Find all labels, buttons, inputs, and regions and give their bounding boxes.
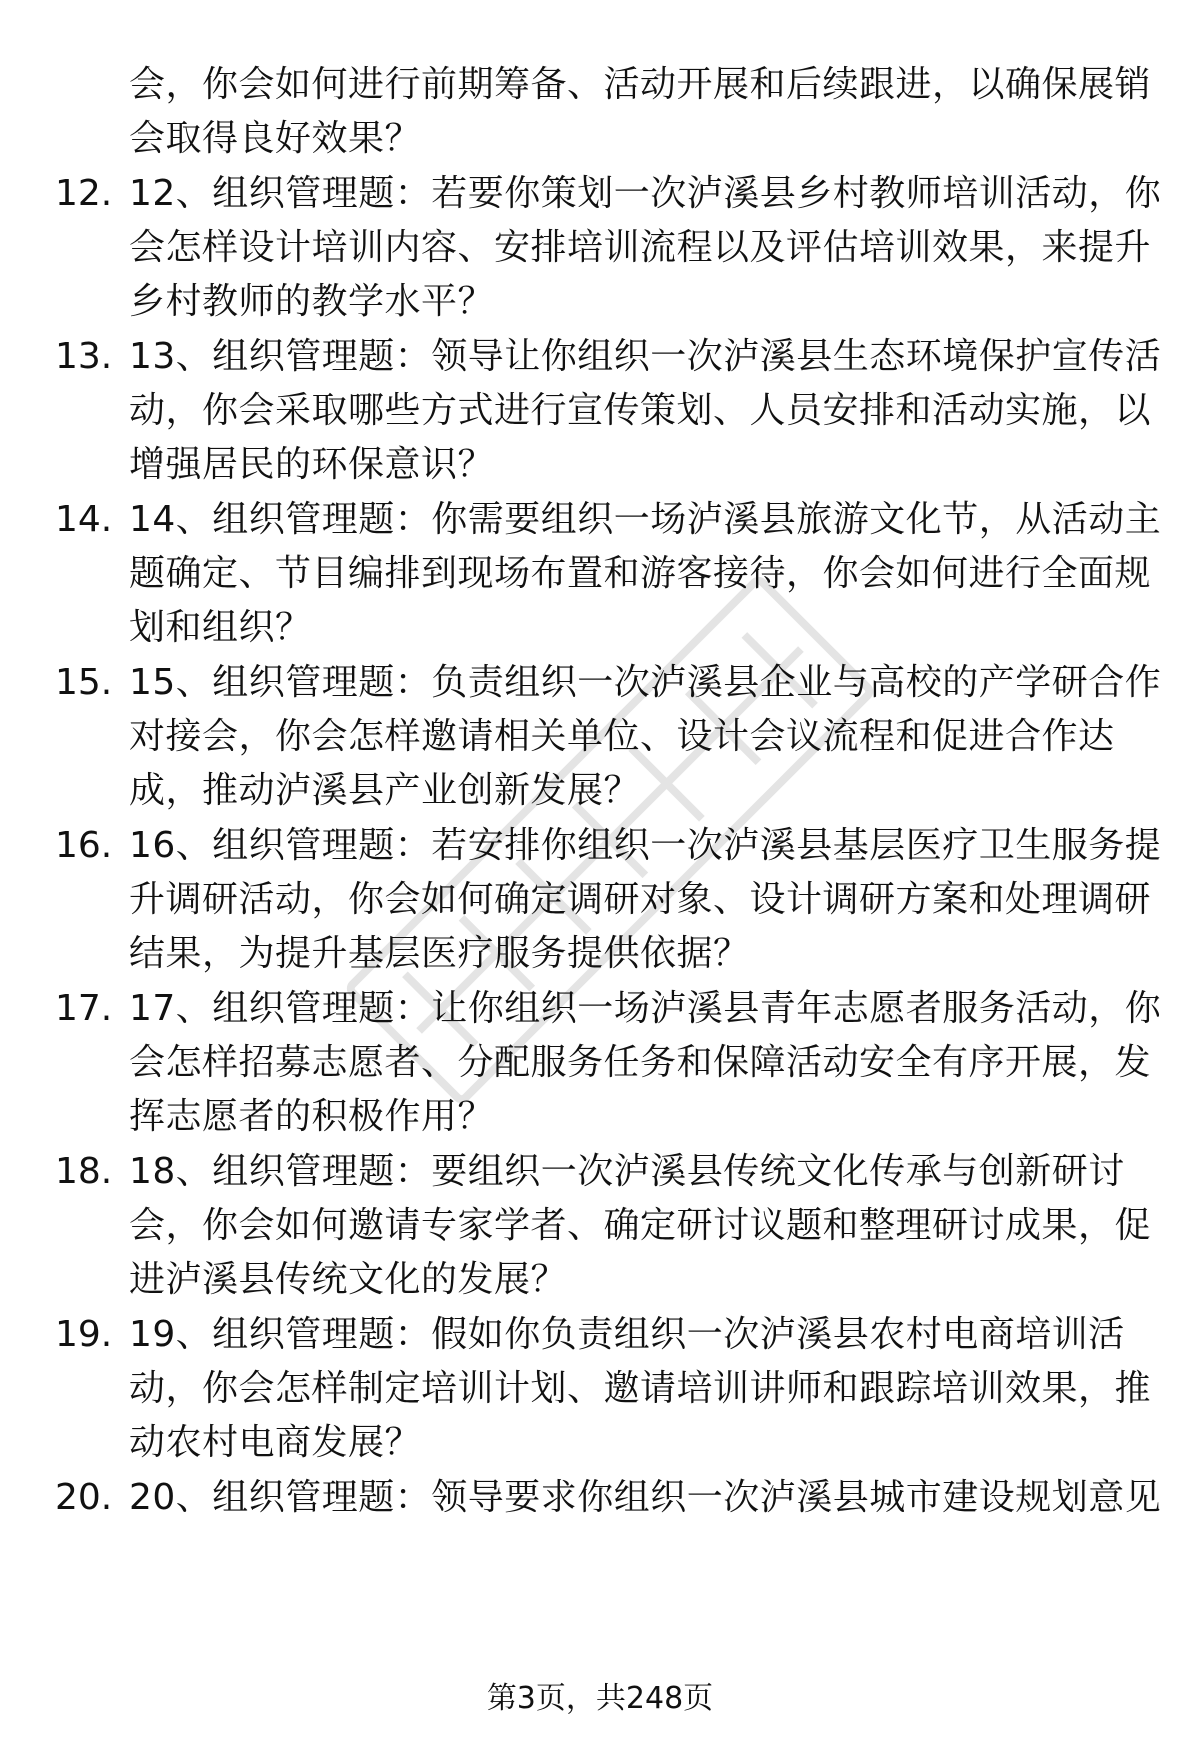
list-item-number: 12. (55, 173, 113, 214)
text-line: 13、组织管理题：领导让你组织一次泸溪县生态环境保护宣传活 (129, 336, 1162, 377)
continuation-paragraph (129, 58, 1152, 166)
text-line: 15、组织管理题：负责组织一次泸溪县企业与高校的产学研合作 (129, 662, 1162, 703)
list-item-number: 16. (55, 825, 113, 866)
text-line: 对接会，你会怎样邀请相关单位、设计会议流程和促进合作达 (129, 716, 1115, 757)
text-line: 升调研活动，你会如何确定调研对象、设计调研方案和处理调研 (129, 879, 1152, 920)
list-item-number: 20. (55, 1477, 113, 1518)
text-line: 成，推动泸溪县产业创新发展？ (129, 770, 641, 811)
text-line: 18、组织管理题：要组织一次泸溪县传统文化传承与创新研讨 (129, 1151, 1125, 1192)
list-item-number: 15. (55, 662, 113, 703)
page-footer: 第3页，共248页 (486, 1681, 714, 1716)
text-line: 会，你会如何进行前期筹备、活动开展和后续跟进，以确保展销 (129, 64, 1152, 105)
list-item-number: 17. (55, 988, 113, 1029)
text-line: 会怎样招募志愿者、分配服务任务和保障活动安全有序开展，发 (129, 1042, 1152, 1083)
list-item-number: 14. (55, 499, 113, 540)
text-line: 会怎样设计培训内容、安排培训流程以及评估培训效果，来提升 (129, 227, 1152, 268)
list-item-number: 13. (55, 336, 113, 377)
text-line: 结果，为提升基层医疗服务提供依据？ (129, 933, 750, 974)
text-line: 动，你会怎样制定培训计划、邀请培训讲师和跟踪培训效果，推 (129, 1368, 1152, 1409)
text-line: 增强居民的环保意识？ (129, 444, 495, 485)
text-line: 题确定、节目编排到现场布置和游客接待，你会如何进行全面规 (129, 553, 1152, 594)
text-line: 乡村教师的教学水平？ (129, 281, 495, 322)
text-line: 16、组织管理题：若安排你组织一次泸溪县基层医疗卫生服务提 (129, 825, 1162, 866)
text-line: 进泸溪县传统文化的发展？ (129, 1259, 568, 1300)
list-item-number: 18. (55, 1151, 113, 1192)
text-line: 动，你会采取哪些方式进行宣传策划、人员安排和活动实施，以 (129, 390, 1152, 431)
list-item-number: 19. (55, 1314, 113, 1355)
text-line: 会，你会如何邀请专家学者、确定研讨议题和整理研讨成果，促 (129, 1205, 1152, 1246)
text-line: 20、组织管理题：领导要求你组织一次泸溪县城市建设规划意见 (129, 1477, 1162, 1518)
text-line: 17、组织管理题：让你组织一场泸溪县青年志愿者服务活动，你 (129, 988, 1162, 1029)
text-line: 会取得良好效果？ (129, 118, 422, 159)
text-line: 12、组织管理题：若要你策划一次泸溪县乡村教师培训活动，你 (129, 173, 1162, 214)
text-line: 划和组织？ (129, 607, 312, 648)
text-line: 14、组织管理题：你需要组织一场泸溪县旅游文化节，从活动主 (129, 499, 1162, 540)
text-line: 19、组织管理题：假如你负责组织一次泸溪县农村电商培训活 (129, 1314, 1125, 1355)
text-line: 动农村电商发展？ (129, 1422, 422, 1463)
text-line: 挥志愿者的积极作用？ (129, 1096, 495, 1137)
